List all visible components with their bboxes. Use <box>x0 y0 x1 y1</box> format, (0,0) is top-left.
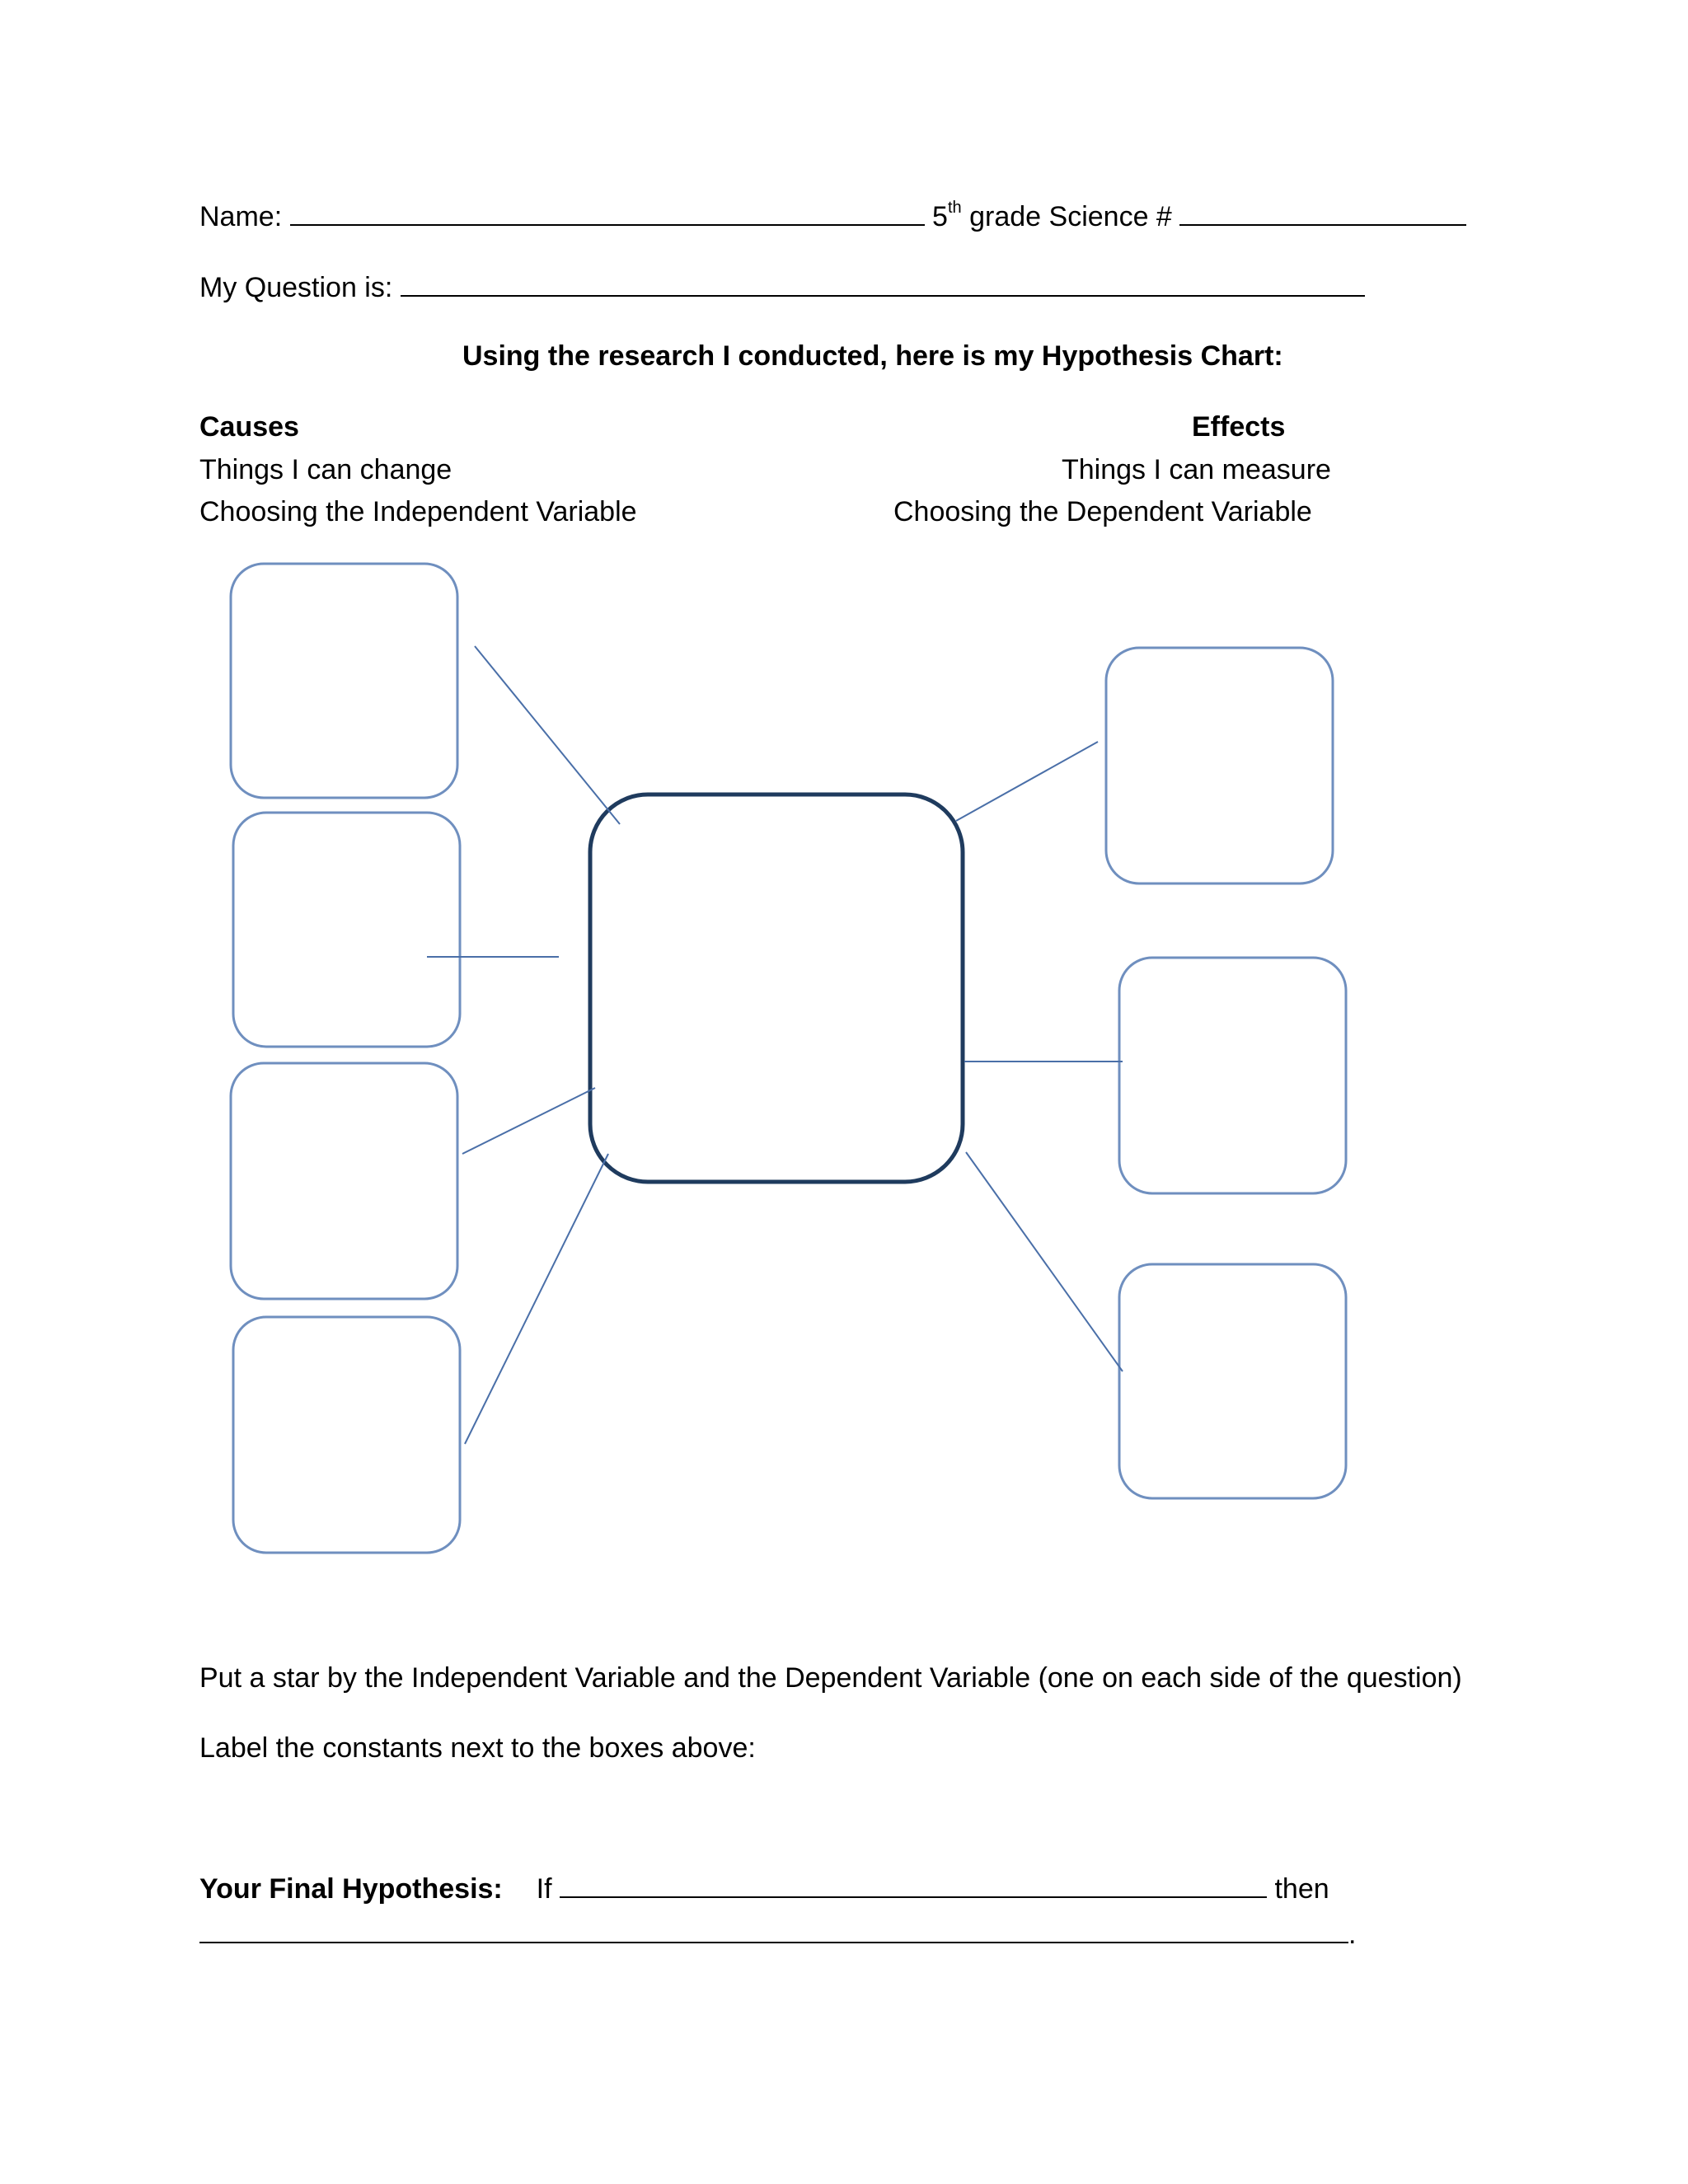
connector-effect-1 <box>956 742 1098 821</box>
then-blank[interactable] <box>199 1917 1348 1943</box>
grade-suffix: th <box>947 199 962 217</box>
effect-box-2[interactable] <box>1119 958 1346 1193</box>
cause-box-1[interactable] <box>231 564 457 798</box>
effect-box-1[interactable] <box>1106 648 1333 883</box>
causes-line2: Choosing the Independent Variable <box>199 496 637 527</box>
effects-title: Effects <box>1192 411 1286 443</box>
connector-cause-3 <box>462 1088 595 1154</box>
grade-number: 5 <box>932 201 948 232</box>
effect-box-3[interactable] <box>1119 1264 1346 1498</box>
causes-line1: Things I can change <box>199 454 452 485</box>
name-label: Name: <box>199 201 283 232</box>
final-hypothesis-row <box>199 1872 1329 1905</box>
final-hypothesis-row-2 <box>199 1917 1356 1951</box>
question-center-box[interactable] <box>590 794 963 1182</box>
if-blank[interactable] <box>560 1872 1267 1898</box>
question-label: My Question is: <box>199 272 393 303</box>
end-mark: . <box>1348 1919 1357 1950</box>
if-word: If <box>536 1873 552 1905</box>
final-hypothesis-label: Your Final Hypothesis: <box>199 1873 503 1905</box>
then-word: then <box>1274 1873 1329 1905</box>
effects-line1: Things I can measure <box>1062 454 1331 485</box>
cause-box-3[interactable] <box>231 1063 457 1299</box>
cause-box-2[interactable] <box>233 813 460 1047</box>
causes-title: Causes <box>199 411 299 443</box>
star-instruction: Put a star by the Independent Variable and the Dependent Variable (one on each side of the question) <box>199 1662 1462 1694</box>
connector-effect-3 <box>966 1152 1123 1371</box>
connector-cause-4 <box>465 1154 608 1444</box>
cause-box-4[interactable] <box>233 1317 460 1553</box>
grade-label: grade Science # <box>969 201 1172 232</box>
chart-heading: Using the research I conducted, here is my Hypothesis Chart: <box>462 340 1283 372</box>
effects-line2: Choosing the Dependent Variable <box>893 496 1312 527</box>
constants-instruction: Label the constants next to the boxes above: <box>199 1732 756 1764</box>
connector-cause-1 <box>475 646 620 824</box>
